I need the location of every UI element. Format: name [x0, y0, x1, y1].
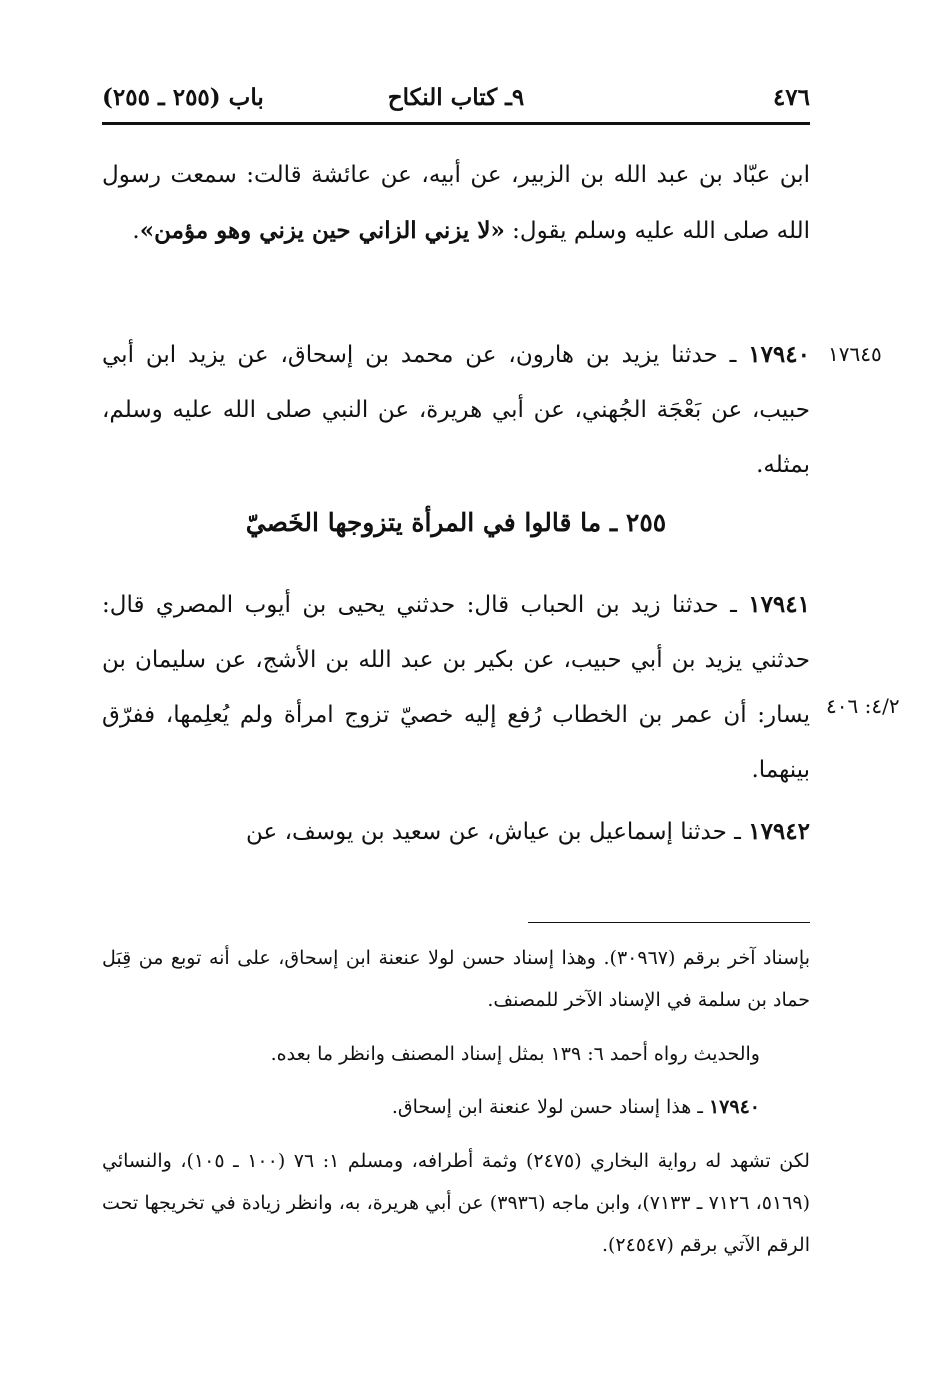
- page-number: ٤٧٦: [772, 84, 810, 111]
- hadith-quote: «لا يزني الزاني حين يزني وهو مؤمن»: [139, 217, 505, 244]
- hadith-17940: [102, 327, 810, 493]
- running-header: [102, 76, 810, 120]
- footnote: بإسناد آخر برقم (٣٠٩٦٧). وهذا إسناد حسن لولا عنعنة ابن إسحاق، على أنه توبع من قِبَل حماد بن سلمة في الإسناد الآخر للمصنف.: [102, 947, 810, 1011]
- footnote: لكن تشهد له رواية البخاري (٢٤٧٥) وثمة أطرافه، ومسلم ١: ٧٦ (١٠٠ ـ ١٠٥)، والنسائي (٥١٦٩، ٧١٢٦ ـ ٧١٣٣)، وابن ماجه (٣٩٣٦) عن أبي هريرة، به، وانظر زيادة في تخريجها تحت الرقم الآتي برقم (٢٤٥٤٧).: [102, 1150, 811, 1256]
- hadith-number: ١٧٩٤٠: [748, 341, 810, 368]
- chapter-reference: باب (٢٥٥ ـ ٢٥٥): [102, 84, 264, 111]
- hadith-number: ١٧٩٤١: [748, 591, 810, 618]
- hadith-17941: [102, 577, 810, 798]
- hadith-text: ـ حدثنا يزيد بن هارون، عن محمد بن إسحاق، عن يزيد ابن أبي حبيب، عن بَعْجَة الجُهني، عن أبي هريرة، عن النبي صلى الله عليه وسلم، بمثله.: [102, 342, 810, 478]
- header-rule: [102, 122, 810, 125]
- footnote-number: ١٧٩٤٠: [708, 1096, 760, 1118]
- book-title: ٩ـ كتاب النكاح: [387, 84, 525, 111]
- hadith-text: ـ حدثنا إسماعيل بن عياش، عن سعيد بن يوسف، عن: [246, 819, 749, 845]
- footnote-rule: [528, 922, 810, 923]
- footnote: [102, 1086, 810, 1128]
- hadith-number: ١٧٩٤٢: [748, 818, 810, 845]
- footnote-text: ـ هذا إسناد حسن لولا عنعنة ابن إسحاق.: [391, 1096, 709, 1118]
- paragraph-text: ابن عبّاد بن عبد الله بن الزبير، عن أبيه، عن عائشة قالت: سمعت رسول الله صلى الله عليه وسلم يقول:: [102, 162, 810, 244]
- paragraph-continuation: [102, 148, 810, 259]
- margin-reference: ٤/٢: ٤٠٦: [826, 694, 900, 718]
- hadith-17942: [102, 804, 810, 860]
- hadith-text: ـ حدثنا زيد بن الحباب قال: حدثني يحيى بن أيوب المصري قال: حدثني يزيد بن أبي حبيب، عن بكير بن عبد الله بن الأشج، عن سليمان بن يسار: أن عمر بن الخطاب رُفع إليه خصيّ تزوج امرأة ولم يُعلِمها، ففرّق بينهما.: [102, 592, 810, 783]
- footnote: والحديث رواه أحمد ٦: ١٣٩ بمثل إسناد المصنف وانظر ما بعده.: [270, 1043, 760, 1065]
- section-title: ٢٥٥ ـ ما قالوا في المرأة يتزوجها الخَصيّ: [245, 508, 667, 537]
- paragraph-end: .: [132, 218, 140, 244]
- margin-reference: ١٧٦٤٥: [828, 342, 882, 366]
